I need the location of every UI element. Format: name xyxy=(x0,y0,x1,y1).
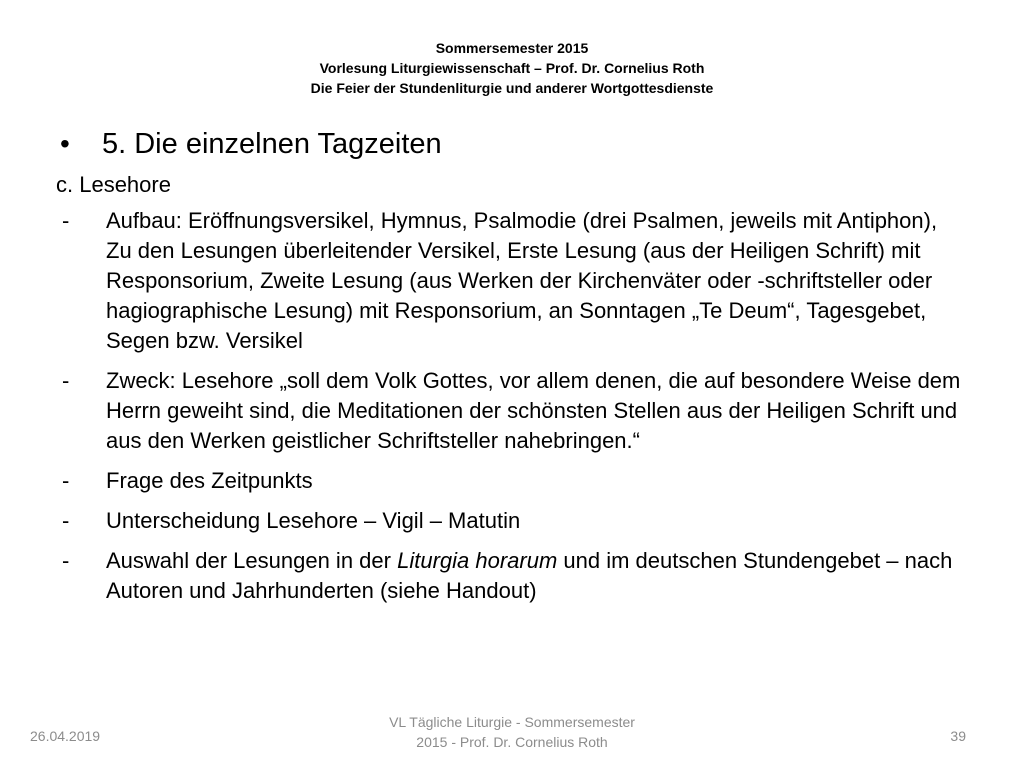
dash-icon: - xyxy=(62,368,70,393)
footer-title-line1: VL Tägliche Liturgie - Sommersemester xyxy=(389,714,635,730)
dash-icon: - xyxy=(62,548,70,573)
dash-icon: - xyxy=(62,468,70,493)
footer-title-line2: 2015 - Prof. Dr. Cornelius Roth xyxy=(416,734,608,750)
header-lecture: Vorlesung Liturgiewissenschaft – Prof. Dr. Cornelius Roth xyxy=(319,60,705,76)
header-semester: Sommersemester 2015 xyxy=(435,40,589,56)
list-item-text: Unterscheidung Lesehore – Vigil – Matutin xyxy=(106,508,521,533)
header-topic: Die Feier der Stundenliturgie und anderer Wortgottesdienste xyxy=(310,80,714,96)
list-item-text: Aufbau: Eröffnungsversikel, Hymnus, Psalmodie (drei Psalmen, jeweils mit Antiphon), Zu den Lesungen überleitender Versikel, Erste Lesung (aus der Heiligen Schrift) mit Responsorium, Zweite Lesung (aus Werken der Kirchenväter oder -schriftsteller oder hagiographische Lesung) mit Responsorium, an Sonntagen „Te Deum“, Tagesgebet, Segen bzw. Versikel xyxy=(106,208,938,353)
section-bullet xyxy=(56,126,961,162)
footer-date: 26.04.2019 xyxy=(30,728,101,744)
list-item-text: Frage des Zeitpunkts xyxy=(106,468,313,493)
text-segment: und im deutschen Stundengebet – nach Autoren und Jahrhunderten (siehe Handout) xyxy=(106,548,953,603)
list-item-zweck xyxy=(56,366,961,456)
bullet-icon: • xyxy=(60,128,70,159)
section-title: 5. Die einzelnen Tagzeiten xyxy=(102,128,442,160)
dash-list xyxy=(56,206,961,606)
list-item-auswahl xyxy=(56,546,961,606)
italic-title: Liturgia horarum xyxy=(397,548,558,573)
list-item-text xyxy=(106,546,961,606)
footer-title xyxy=(312,712,712,752)
list-item-unterscheidung xyxy=(56,506,961,536)
sub-heading: c. Lesehore xyxy=(56,172,171,197)
dash-icon: - xyxy=(62,208,70,233)
slide-content xyxy=(56,126,961,616)
text-segment: Auswahl der Lesungen in der xyxy=(106,548,398,573)
slide-header xyxy=(0,38,1024,98)
list-item-zeitpunkt xyxy=(56,466,961,496)
page-number: 39 xyxy=(950,728,966,744)
dash-icon: - xyxy=(62,508,70,533)
list-item-text: Zweck: Lesehore „soll dem Volk Gottes, vor allem denen, die auf besondere Weise dem Herrn geweiht sind, die Meditationen der schönsten Stellen aus der Heiligen Schrift und aus den Werken geistlicher Schriftsteller nahebringen.“ xyxy=(106,368,961,453)
list-item-aufbau xyxy=(56,206,961,356)
